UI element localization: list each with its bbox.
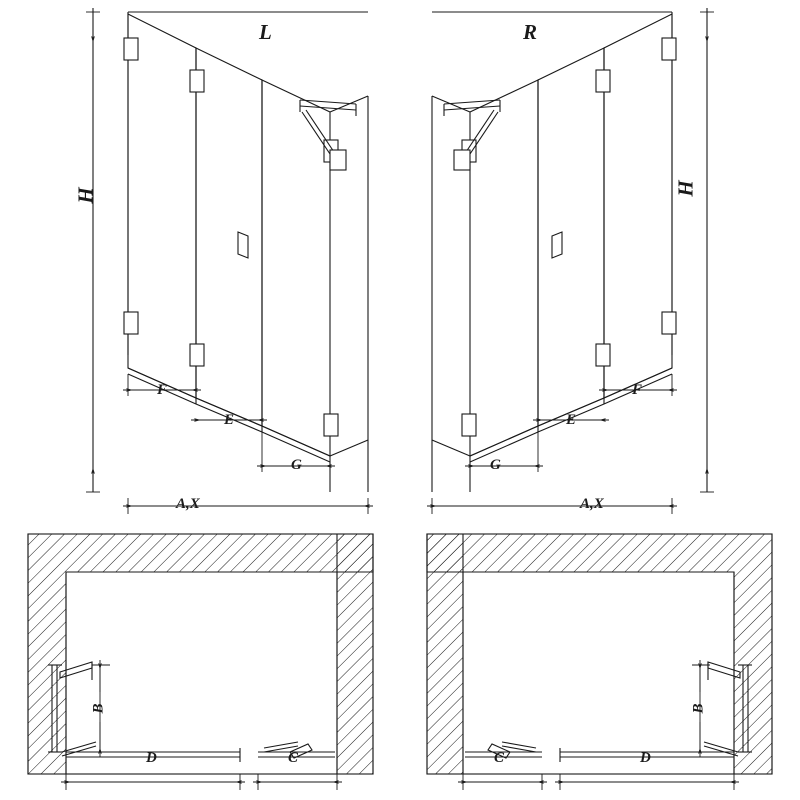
dimension-label-b-right: B xyxy=(690,703,707,714)
dimension-label-g-left: G xyxy=(291,457,302,473)
dimension-label-h-right: H xyxy=(673,180,698,197)
variant-label-right: R xyxy=(523,20,538,44)
front-elevation-right-geometry xyxy=(432,8,714,514)
dimension-label-f-left: F xyxy=(157,382,168,398)
dimension-label-c-left: C xyxy=(288,750,299,766)
dimension-label-c-right: C xyxy=(494,750,505,766)
dimension-label-ax-left: A,X xyxy=(176,496,200,512)
dimension-label-d-right: D xyxy=(640,750,651,766)
dimension-label-h-left: H xyxy=(73,187,98,204)
dimension-label-f-right: F xyxy=(632,382,643,398)
plan-view-left-geometry xyxy=(28,534,373,790)
dimension-label-b-left: B xyxy=(90,703,107,714)
dimension-label-e-right: E xyxy=(566,412,577,428)
dimension-label-e-left: E xyxy=(224,412,235,428)
dimension-label-ax-right: A,X xyxy=(580,496,604,512)
plan-view-right-geometry xyxy=(427,534,772,790)
front-elevation-left-geometry xyxy=(86,8,368,514)
dimension-label-d-left: D xyxy=(146,750,157,766)
dimension-label-g-right: G xyxy=(490,457,501,473)
variant-label-left: L xyxy=(259,20,272,44)
